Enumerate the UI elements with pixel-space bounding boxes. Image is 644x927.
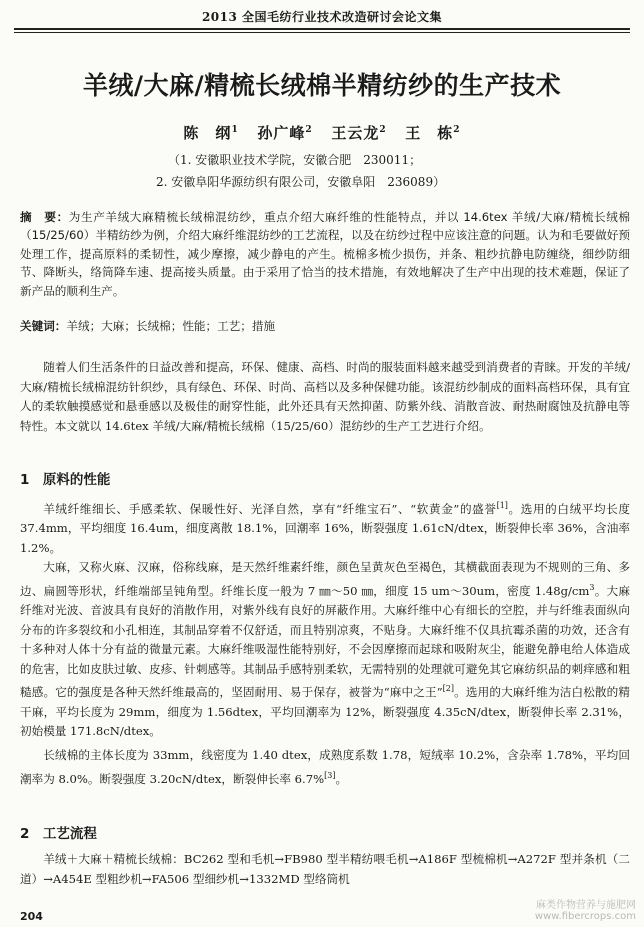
abstract-text: 为生产羊绒大麻精梳长绒棉混纺纱，重点介绍大麻纤维的性能特点，并以 14.6tex 羊绒/大麻/精梳长绒棉（15/25/60）半精纺纱为例，介绍大麻纤维混纺纱的工艺流程，以及在纺纱过程中应该注意的问题。认为和毛要做好预处理工作，提高原料的柔韧性，减少摩擦，减少静电的产生。梳棉多梳少损伤，并条、粗纱抗静电防缠绕，细纱防细节、降断头，络筒降车速、提高接头质量。由于采用了恰当的技术措施，有效地解决了生产中出现的技术难题，保证了新产品的顺利生产。 [20,210,630,298]
cotton-paragraph [20,746,630,789]
author-name: 王云龙 [331,124,380,142]
abstract [20,208,630,300]
author-affiliation-mark: 2 [305,125,313,135]
hemp-paragraph [20,558,630,742]
citation-ref: [3] [324,770,336,780]
author-affiliation-mark: 2 [453,125,461,135]
running-title: 2013 全国毛纺行业技术改造研讨会论文集 [201,10,443,24]
watermark-url: www.fibercrops.com [534,911,636,922]
wool-text-cont: 。选用的白绒平均长度 37.4mm，平均细度 16.4um，细度离散 18.1%，回潮率 16%，断裂强度 1.61cN/dtex，断裂伸长率 36%，含油率 1.2%。 [20,501,630,556]
author-list [0,122,644,143]
citation-ref: [2] [442,684,454,694]
hemp-text-end: 。选用的大麻纤维为洁白松散的精干麻，平均长度为 29mm，细度为 1.56dtex，平均回潮率为 12%，断裂强度 4.35cN/dtex，断裂伸长率 2.31%，初始模量 171.8cN/dtex。 [20,685,630,739]
article-title: 羊绒/大麻/精梳长绒棉半精纺纱的生产技术 [82,71,562,100]
hemp-text-cont: 。大麻纤维对光波、音波具有良好的消散作用，对紫外线有良好的屏蔽作用。大麻纤维中心有细长的空腔，并与纤维表面纵向分布的许多裂纹和小孔相连，其制品穿着不仅舒适，而且特别凉爽，不贴身。大麻纤维不仅具抗霉杀菌的功效，还含有十多种对人体十分有益的微量元素。大麻纤维吸湿性能特别好，不会因摩擦而起球和吸附灰尘，能避免静电给人体造成的危害，比如皮肤过敏、皮疹、针刺感等。其制品手感特别柔软，无需特别的处理就可避免其它麻纺织品的刺痒感和粗糙感。它的强度是各种天然纤维最高的，坚固耐用、易于保存，被誉为“麻中之王” [20,583,630,700]
header-rule-thick [14,28,630,30]
process-flow-paragraph: 羊绒＋大麻＋精梳长绒棉：BC262 型和毛机→FB980 型半精纺喂毛机→A186F 型梳棉机→A272F 型并条机（二道）→A454E 型粗纱机→FA506 型细纱机→1332MD 型络筒机 [20,852,630,886]
author-name: 陈 纲 [183,124,232,142]
watermark-site-name: 麻类作物营养与施肥网 [536,900,636,911]
cotton-text: 长绒棉的主体长度为 33mm，线密度为 1.40 dtex，成熟度系数 1.78，短绒率 10.2%，含杂率 1.78%，平均回潮率为 8.0%。断裂强度 3.20cN/dtex，断裂伸长率 6.7% [20,748,630,786]
cotton-text-end: 。 [335,771,348,786]
keywords [20,318,630,334]
section-heading-1: 1 原料的性能 [20,472,111,488]
density-superscript: 3 [589,582,595,592]
author-name: 王 栋 [405,124,454,142]
page-number: 204 [20,910,43,923]
watermark [486,900,636,922]
author-affiliation-mark: 1 [231,125,239,135]
wool-paragraph [20,496,630,559]
citation-ref: [1] [496,501,508,510]
author-name: 孙广峰 [257,124,306,142]
affiliation-2: 2. 安徽阜阳华源纺织有限公司，安徽阜阳 236089） [156,175,446,189]
intro-paragraph: 随着人们生活条件的日益改善和提高，环保、健康、高档、时尚的服装面料越来越受到消费者的青睐。开发的羊绒/大麻/精梳长绒棉混纺针织纱，具有绿色、环保、时尚、高档以及多种保健功能。该混纺纱制成的面料高档环保，具有宜人的柔软触摸感觉和悬垂感以及极佳的耐穿性能，此外还具有天然抑菌、防紫外线、消散音波、耐热耐腐蚀及抗静电等特性。本文就以 14.6tex 羊绒/大麻/精梳长绒棉（15/25/60）混纺纱的生产工艺进行介绍。 [20,360,630,433]
hemp-text: 大麻，又称火麻、汉麻，俗称线麻，是天然纤维素纤维，颜色呈黄灰色至褐色，其横截面表现为不规则的三角、多边、扁圆等形状，纤维端部呈钝角型。纤维长度一般为 7 ㎜～50 ㎜，细度 15 um～30um，密度 1.48g/cm [20,560,630,598]
author-affiliation-mark: 2 [379,125,387,135]
wool-text: 羊绒纤维细长、手感柔软、保暖性好、光泽自然，享有“纤维宝石”、“软黄金”的盛誉 [43,501,497,516]
affiliation-1: （1. 安徽职业技术学院，安徽合肥 230011； [168,153,422,167]
header-rule-thin [14,32,630,33]
keywords-text: 羊绒；大麻；长绒棉；性能；工艺；措施 [66,319,276,333]
keywords-label: 关键词： [20,319,67,333]
abstract-label: 摘 要： [20,210,69,224]
section-heading-2: 2 工艺流程 [20,826,97,842]
